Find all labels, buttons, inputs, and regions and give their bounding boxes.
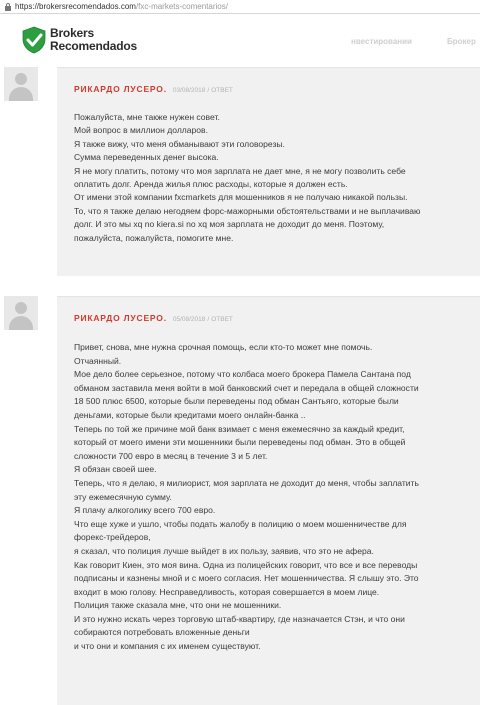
lock-icon [5, 3, 11, 11]
comment-date[interactable]: 03/08/2018 [172, 87, 206, 94]
comment-line: собираются потребовать вложенные деньги [74, 627, 250, 638]
comment-line: Я обязан своей шее. [74, 464, 157, 475]
comment-line: который от моего имени эти мошенники были переведены под обман. Это в общей [74, 437, 406, 448]
nav-item-investing[interactable]: нвестировании [351, 37, 412, 46]
comment-line: оплатить долг. Аренда жилья плюс расходы, которые я должен есть. [74, 179, 348, 190]
comment-line: Теперь, что я делаю, я милиорист, моя зарплата не доходит до меня, чтобы заплатить [74, 477, 419, 488]
comment-line: Пожалуйста, мне также нужен совет. [74, 112, 220, 122]
comment-author[interactable]: РИКАРДО ЛУСЕРО. [74, 84, 167, 94]
comment-line: форекс-трейдеров, [74, 532, 151, 543]
comment-line: подписаны и казнены мной и с моего согласия. Нет мошенничества. Я слышу это. Это [74, 573, 419, 584]
url-text[interactable] [15, 0, 228, 14]
comment-line: Отчаянный. [74, 355, 122, 366]
comment-line: Что еще хуже и ушло, чтобы подать жалобу в полицию о моем мошенничестве для [74, 518, 407, 529]
comment-line: и что они и компания с их именем существуют. [74, 641, 261, 652]
comment-line: я сказал, что полиция лучше выйдет в их пользу, заявив, что это не афера. [74, 545, 374, 556]
comment-line: входит в мою голову. Несправедливость, которая совершается в моем лице. [74, 586, 380, 597]
comment-body [74, 341, 474, 654]
comment-line: Теперь по той же причине мой банк взимает с меня ежемесячно за каждый кредит, [74, 423, 405, 434]
shield-check-logo-icon[interactable] [22, 26, 46, 54]
comment-line: Я плачу алкоголику всего 700 евро. [74, 505, 216, 516]
comment-line: деньгами, которые были кредитами моего онлайн-банка .. [74, 409, 306, 420]
comment-line: От имени этой компании fxcmarkets для мошенников я не получаю никакой пользы. [74, 192, 408, 203]
comment-line: 18 500 плюс 6500, которые были переведены под обман Сантьяго, которые были [74, 396, 399, 407]
url-host: https://brokersrecomendados.com [15, 2, 136, 11]
logo-line-2: Recomendados [50, 39, 137, 53]
avatar [4, 296, 38, 330]
comment-meta [74, 84, 233, 94]
comment-body [74, 111, 474, 245]
comment-line: Как говорит Киен, это моя вина. Одна из полицейских говорит, что все и все переводы [74, 559, 418, 570]
url-path: /fxc-markets-comentarios/ [135, 2, 228, 11]
comment [57, 296, 480, 705]
reply-link[interactable]: ОТВЕТ [211, 316, 233, 323]
comment-author[interactable]: РИКАРДО ЛУСЕРО. [74, 313, 167, 323]
comment-date[interactable]: 05/08/2018 [172, 316, 206, 323]
browser-address-bar[interactable] [0, 0, 480, 14]
meta-separator: / [207, 87, 210, 94]
meta-separator: / [207, 316, 210, 323]
site-header [0, 14, 480, 60]
comment-line: сложности 700 евро в месяц в течение 3 и 5 лет. [74, 450, 268, 461]
avatar [4, 67, 38, 101]
comment-line: Полиция также сказала мне, что они не мошенники. [74, 600, 282, 611]
comment-line: обманом заставила меня войти в мой банковский счет и передала в общей сложности [74, 382, 419, 393]
logo-line-1: Brokers [50, 26, 94, 40]
comment-line: Привет, снова, мне нужна срочная помощь, если кто-то может мне помочь. [74, 342, 373, 352]
comment-line: Я не могу платить, потому что моя зарплата не дает мне, я не могу позволить себе [74, 165, 406, 176]
nav-item-broker[interactable]: Брокер [447, 37, 476, 46]
comment-meta [74, 313, 233, 323]
comment-line: Мой вопрос в миллион долларов. [74, 125, 208, 136]
comment-line: Я также вижу, что меня обманывают эти головорезы. [74, 138, 285, 149]
site-logo-text[interactable] [50, 27, 137, 53]
reply-link[interactable]: ОТВЕТ [211, 87, 233, 94]
comment-line: Сумма переведенных денег высока. [74, 152, 219, 163]
comment-line: долг. И это мы xq no kiera.si no xq моя зарплата не доходит до меня. Поэтому, [74, 219, 385, 230]
comment-line: Мое дело более серьезное, потому что колбаса моего брокера Памела Сантана под [74, 369, 411, 380]
comment-line: То, что я также делаю негодяем форс-мажорными обстоятельствами и не выплачиваю [74, 205, 421, 216]
comment [57, 67, 480, 276]
comment-line: эту ежемесячную сумму. [74, 491, 172, 502]
comment-line: пожалуйста, пожалуйста, помогите мне. [74, 232, 234, 243]
comment-line: И это нужно искать через торговую штаб-квартиру, где назначается Стэн, и что они [74, 613, 405, 624]
